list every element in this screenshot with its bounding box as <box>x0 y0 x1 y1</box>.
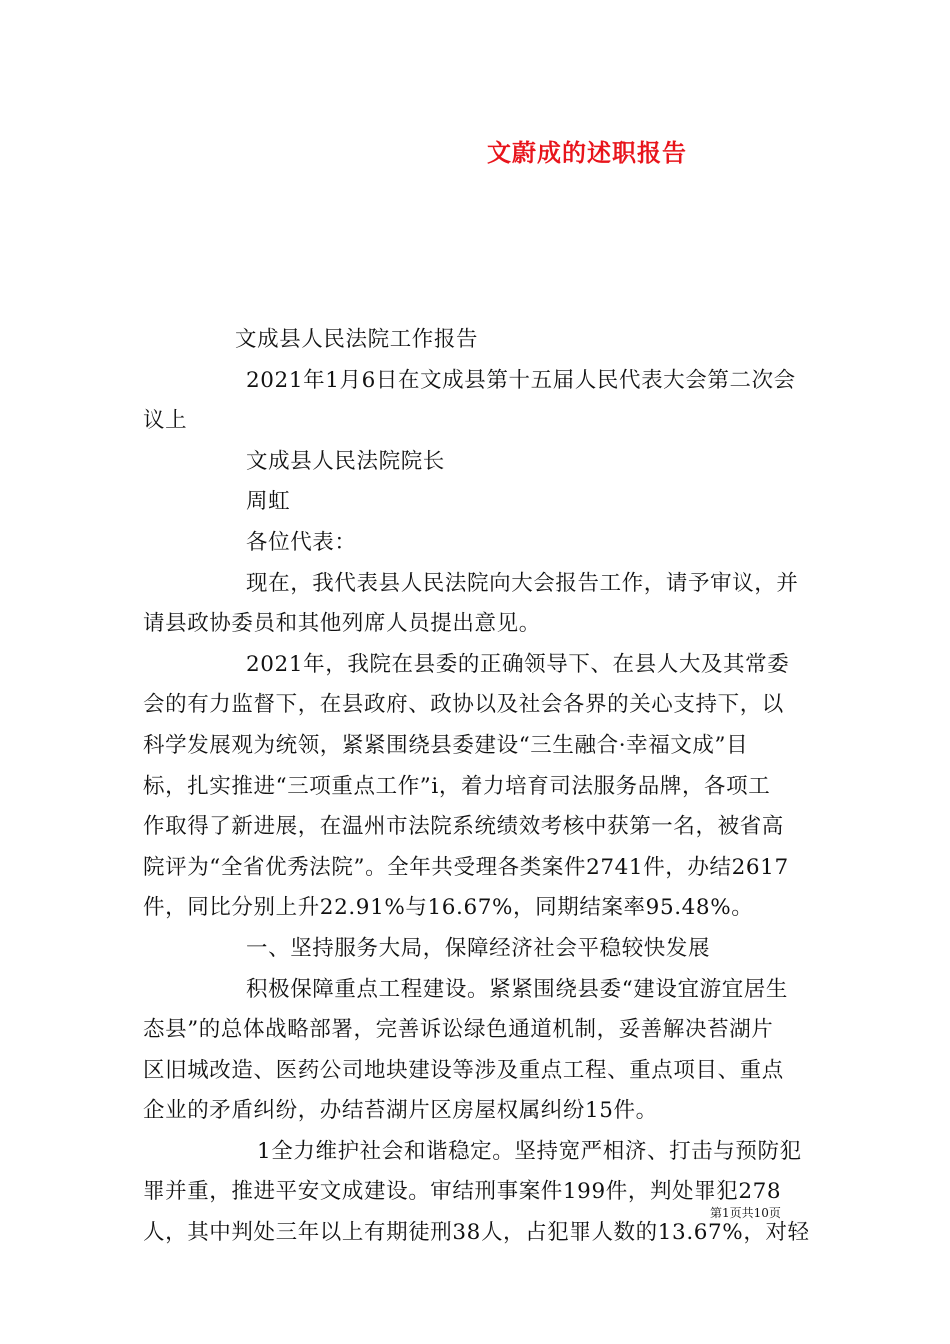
body-line: 文成县人民法院院长 <box>246 448 445 474</box>
body-line: 作取得了新进展，在温州市法院系统绩效考核中获第一名，被省高 <box>143 814 784 840</box>
page-number: 第1页共10页 <box>710 1206 781 1220</box>
body-line: 件，同比分别上升22.91%与16.67%，同期结案率95.48%。 <box>143 895 754 921</box>
body-line: 区旧城改造、医药公司地块建设等涉及重点工程、重点项目、重点 <box>143 1057 784 1083</box>
body-line: 2021年1月6日在文成县第十五届人民代表大会第二次会 <box>246 367 796 393</box>
body-line: 1全力维护社会和谐稳定。坚持宽严相济、打击与预防犯 <box>257 1138 802 1164</box>
document-title: 文蔚成的述职报告 <box>487 138 687 167</box>
body-line: 态县”的总体战略部署，完善诉讼绿色通道机制，妥善解决苔湖片 <box>143 1017 774 1043</box>
body-line: 院评为“全省优秀法院”。全年共受理各类案件2741件，办结2617 <box>143 854 789 880</box>
body-line: 议上 <box>143 408 188 434</box>
body-line: 会的有力监督下，在县政府、政协以及社会各界的关心支持下，以 <box>143 692 784 718</box>
body-line: 请县政协委员和其他列席人员提出意见。 <box>143 611 541 637</box>
body-line: 罪并重，推进平安文成建设。审结刑事案件199件，判处罪犯278 <box>143 1179 782 1205</box>
body-line: 积极保障重点工程建设。紧紧围绕县委“建设宜游宜居生 <box>246 976 788 1002</box>
body-line: 企业的矛盾纠纷，办结苔湖片区房屋权属纠纷15件。 <box>143 1098 658 1124</box>
body-line: 标，扎实推进“三项重点工作”i，着力培育司法服务品牌，各项工 <box>143 773 771 799</box>
document-body <box>143 320 810 1254</box>
body-line: 周虹 <box>246 489 291 515</box>
body-line: 一、坚持服务大局，保障经济社会平稳较快发展 <box>246 935 711 961</box>
body-line: 现在，我代表县人民法院向大会报告工作，请予审议，并 <box>246 570 799 596</box>
body-line: 文成县人民法院工作报告 <box>235 327 479 352</box>
body-line: 人，其中判处三年以上有期徒刑38人，占犯罪人数的13.67%，对轻 <box>143 1220 810 1246</box>
body-line: 各位代表： <box>246 529 357 555</box>
body-line: 科学发展观为统领，紧紧围绕县委建设“三生融合·幸福文成”目 <box>143 732 749 758</box>
body-line: 2021年，我院在县委的正确领导下、在县人大及其常委 <box>246 651 790 677</box>
